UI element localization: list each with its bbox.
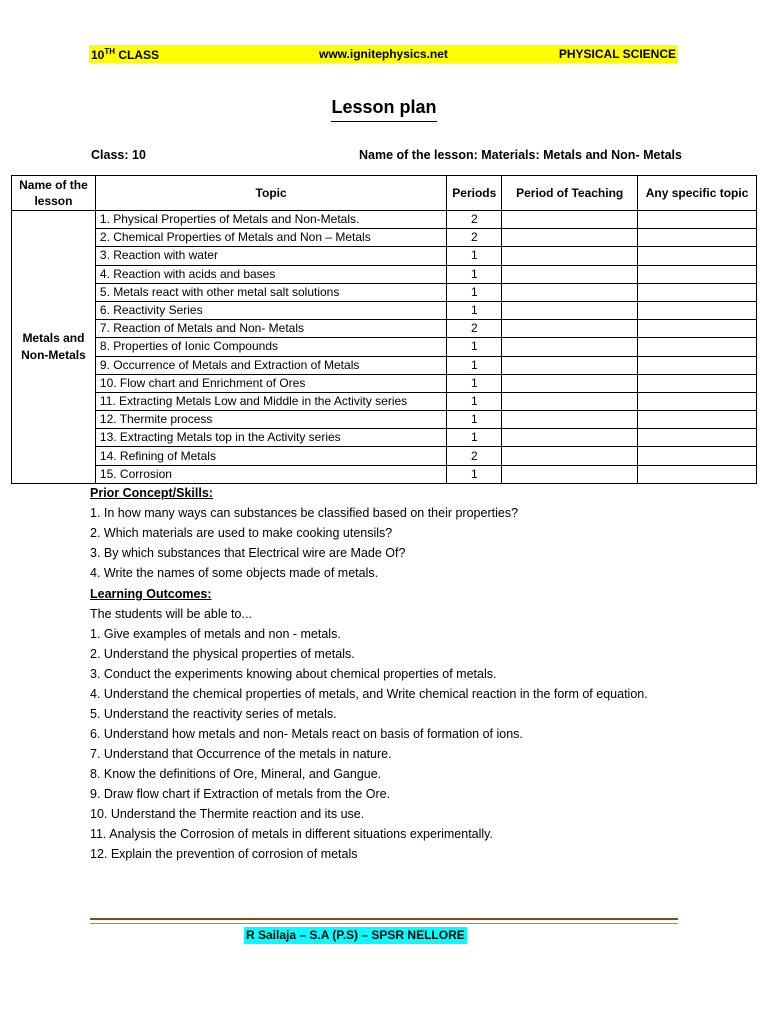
prior-concepts-section [90, 483, 730, 583]
header-class-word: CLASS [115, 48, 160, 62]
outcome-item: 7. Understand that Occurrence of the metals in nature. [90, 747, 392, 761]
specific-topic-cell[interactable] [638, 429, 757, 447]
specific-topic-cell[interactable] [638, 301, 757, 319]
periods-cell: 1 [447, 356, 502, 374]
outcome-item: 10. Understand the Thermite reaction and its use. [90, 807, 365, 821]
table-row [12, 301, 757, 319]
table-row [12, 283, 757, 301]
outcome-item: 11. Analysis the Corrosion of metals in different situations experimentally. [90, 827, 493, 841]
table-row [12, 229, 757, 247]
periods-cell: 1 [447, 392, 502, 410]
document-title [0, 97, 768, 118]
table-row [12, 392, 757, 410]
periods-cell: 1 [447, 465, 502, 483]
table-row [12, 338, 757, 356]
table-row [12, 411, 757, 429]
topic-cell: 14. Refining of Metals [95, 447, 446, 465]
column-header-topic: Topic [95, 176, 446, 211]
topic-cell: 10. Flow chart and Enrichment of Ores [95, 374, 446, 392]
header-website[interactable]: www.ignitephysics.net [319, 47, 448, 61]
periods-cell: 1 [447, 301, 502, 319]
lesson-name: Name of the lesson: Materials: Metals and Non- Metals [359, 148, 682, 162]
period-of-teaching-cell[interactable] [502, 229, 638, 247]
period-of-teaching-cell[interactable] [502, 465, 638, 483]
specific-topic-cell[interactable] [638, 392, 757, 410]
topic-cell: 13. Extracting Metals top in the Activity series [95, 429, 446, 447]
topic-cell: 12. Thermite process [95, 411, 446, 429]
topic-cell: 7. Reaction of Metals and Non- Metals [95, 320, 446, 338]
outcome-item: 4. Understand the chemical properties of metals, and Write chemical reaction in the form of equation. [90, 687, 648, 701]
periods-cell: 1 [447, 283, 502, 301]
table-row [12, 320, 757, 338]
table-row [12, 447, 757, 465]
prior-item: 2. Which materials are used to make cooking utensils? [90, 526, 393, 540]
prior-concepts-heading: Prior Concept/Skills: [90, 486, 213, 500]
class-label: Class: 10 [91, 148, 146, 162]
period-of-teaching-cell[interactable] [502, 283, 638, 301]
specific-topic-cell[interactable] [638, 447, 757, 465]
table-header-row [12, 176, 757, 211]
period-of-teaching-cell[interactable] [502, 338, 638, 356]
outcome-item: 9. Draw flow chart if Extraction of metals from the Ore. [90, 787, 391, 801]
table-row [12, 211, 757, 229]
header-subject: PHYSICAL SCIENCE [558, 47, 676, 61]
period-of-teaching-cell[interactable] [502, 320, 638, 338]
prior-item: 4. Write the names of some objects made of metals. [90, 566, 379, 580]
column-header-specific-topic: Any specific topic [638, 176, 757, 211]
period-of-teaching-cell[interactable] [502, 247, 638, 265]
outcome-item: 12. Explain the prevention of corrosion of metals [90, 847, 358, 861]
topic-cell: 15. Corrosion [95, 465, 446, 483]
footer-divider [90, 918, 678, 924]
outcome-item: 1. Give examples of metals and non - metals. [90, 627, 341, 641]
table-row [12, 465, 757, 483]
topic-cell: 2. Chemical Properties of Metals and Non – Metals [95, 229, 446, 247]
topic-cell: 9. Occurrence of Metals and Extraction of Metals [95, 356, 446, 374]
period-of-teaching-cell[interactable] [502, 265, 638, 283]
prior-item: 1. In how many ways can substances be classified based on their properties? [90, 506, 519, 520]
column-header-lesson: Name of the lesson [12, 176, 96, 211]
periods-cell: 2 [447, 229, 502, 247]
topic-cell: 11. Extracting Metals Low and Middle in the Activity series [95, 392, 446, 410]
table-row [12, 356, 757, 374]
period-of-teaching-cell[interactable] [502, 374, 638, 392]
specific-topic-cell[interactable] [638, 374, 757, 392]
prior-item: 3. By which substances that Electrical wire are Made Of? [90, 546, 406, 560]
learning-outcomes-heading: Learning Outcomes: [90, 587, 212, 601]
specific-topic-cell[interactable] [638, 465, 757, 483]
specific-topic-cell[interactable] [638, 338, 757, 356]
topic-cell: 3. Reaction with water [95, 247, 446, 265]
outcome-item: 8. Know the definitions of Ore, Mineral, and Gangue. [90, 767, 382, 781]
table-row [12, 247, 757, 265]
periods-cell: 2 [447, 211, 502, 229]
topic-cell: 4. Reaction with acids and bases [95, 265, 446, 283]
specific-topic-cell[interactable] [638, 265, 757, 283]
periods-cell: 1 [447, 429, 502, 447]
topic-cell: 1. Physical Properties of Metals and Non-Metals. [95, 211, 446, 229]
periods-cell: 1 [447, 247, 502, 265]
specific-topic-cell[interactable] [638, 211, 757, 229]
outcome-item: 2. Understand the physical properties of metals. [90, 647, 355, 661]
specific-topic-cell[interactable] [638, 247, 757, 265]
topic-cell: 5. Metals react with other metal salt solutions [95, 283, 446, 301]
table-row [12, 429, 757, 447]
lesson-name-cell: Metals and Non-Metals [12, 211, 96, 484]
period-of-teaching-cell[interactable] [502, 429, 638, 447]
outcome-item: 5. Understand the reactivity series of metals. [90, 707, 337, 721]
specific-topic-cell[interactable] [638, 320, 757, 338]
periods-cell: 1 [447, 411, 502, 429]
column-header-period-of-teaching: Period of Teaching [502, 176, 638, 211]
specific-topic-cell[interactable] [638, 411, 757, 429]
period-of-teaching-cell[interactable] [502, 447, 638, 465]
footer-author: R Sailaja – S.A (P.S) – SPSR NELLORE [246, 928, 465, 942]
outcome-item: 3. Conduct the experiments knowing about chemical properties of metals. [90, 667, 497, 681]
topic-cell: 8. Properties of Ionic Compounds [95, 338, 446, 356]
outcomes-intro: The students will be able to... [90, 607, 252, 621]
periods-cell: 1 [447, 338, 502, 356]
period-of-teaching-cell[interactable] [502, 301, 638, 319]
period-of-teaching-cell[interactable] [502, 211, 638, 229]
specific-topic-cell[interactable] [638, 283, 757, 301]
period-of-teaching-cell[interactable] [502, 392, 638, 410]
table-row [12, 374, 757, 392]
learning-outcomes-section [90, 584, 730, 864]
topic-cell: 6. Reactivity Series [95, 301, 446, 319]
periods-cell: 1 [447, 374, 502, 392]
table-row [12, 265, 757, 283]
period-of-teaching-cell[interactable] [502, 356, 638, 374]
header-class [91, 47, 159, 62]
outcome-item: 6. Understand how metals and non- Metals react on basis of formation of ions. [90, 727, 523, 741]
page-header [89, 45, 678, 63]
specific-topic-cell[interactable] [638, 356, 757, 374]
periods-cell: 2 [447, 320, 502, 338]
periods-cell: 1 [447, 265, 502, 283]
periods-cell: 2 [447, 447, 502, 465]
column-header-periods: Periods [447, 176, 502, 211]
period-of-teaching-cell[interactable] [502, 411, 638, 429]
lesson-plan-table [11, 175, 757, 484]
header-class-number: 10 [91, 48, 105, 62]
document-title-text: Lesson plan [331, 97, 436, 122]
specific-topic-cell[interactable] [638, 229, 757, 247]
header-class-superscript: TH [104, 47, 116, 56]
table-body [12, 211, 757, 484]
